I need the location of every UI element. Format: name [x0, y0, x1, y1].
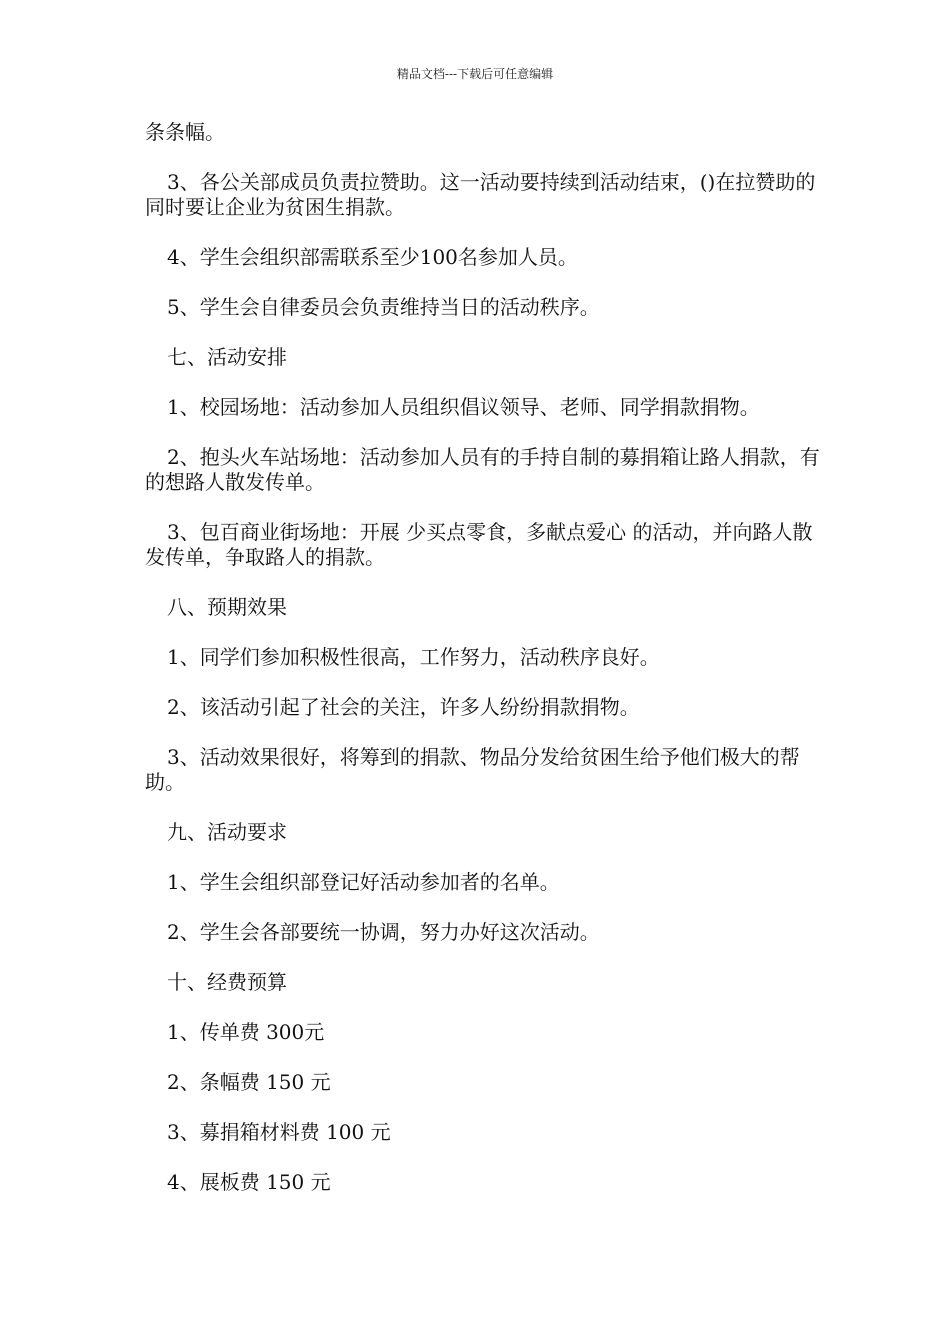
paragraph-spacer [145, 570, 820, 595]
paragraph: 七、活动安排 [167, 345, 287, 369]
paragraph: 3、各公关部成员负责拉赞助。这一活动要持续到活动结束，()在拉赞助的同时要让企业为贫困生捐款。 [145, 170, 816, 219]
paragraph-spacer [145, 1045, 820, 1070]
paragraph-spacer [145, 620, 820, 645]
paragraph: 2、学生会各部要统一协调，努力办好这次活动。 [167, 920, 600, 944]
paragraph: 3、募捐箱材料费 100 元 [167, 1120, 391, 1144]
paragraph: 4、学生会组织部需联系至少100名参加人员。 [167, 245, 578, 269]
paragraph-spacer [145, 945, 820, 970]
paragraph: 十、经费预算 [167, 970, 287, 994]
paragraph-spacer [145, 145, 820, 170]
paragraph-spacer [145, 895, 820, 920]
page-header: 精品文档---下载后可任意编辑 [396, 67, 554, 81]
paragraph: 3、包百商业街场地：开展 少买点零食，多献点爱心 的活动，并向路人散发传单，争取路人的捐款。 [145, 520, 813, 569]
paragraph: 5、学生会自律委员会负责维持当日的活动秩序。 [167, 295, 600, 319]
paragraph-spacer [145, 995, 820, 1020]
paragraph: 九、活动要求 [167, 820, 287, 844]
paragraph-spacer [145, 370, 820, 395]
paragraph-spacer [145, 495, 820, 520]
paragraph-spacer [145, 845, 820, 870]
paragraph: 八、预期效果 [167, 595, 287, 619]
paragraph-spacer [145, 720, 820, 745]
paragraph: 1、学生会组织部登记好活动参加者的名单。 [167, 870, 560, 894]
paragraph: 2、抱头火车站场地：活动参加人员有的手持自制的募捐箱让路人捐款，有的想路人散发传单。 [145, 445, 820, 494]
paragraph-spacer [145, 1145, 820, 1170]
paragraph-spacer [145, 420, 820, 445]
paragraph-spacer [145, 795, 820, 820]
paragraph: 1、校园场地：活动参加人员组织倡议领导、老师、同学捐款捐物。 [167, 395, 760, 419]
paragraph: 1、传单费 300元 [167, 1020, 325, 1044]
paragraph-spacer [145, 1095, 820, 1120]
paragraph: 2、条幅费 150 元 [167, 1070, 331, 1094]
paragraph-spacer [145, 670, 820, 695]
paragraph-spacer [145, 270, 820, 295]
paragraph: 2、该活动引起了社会的关注，许多人纷纷捐款捐物。 [167, 695, 640, 719]
paragraph-spacer [145, 320, 820, 345]
paragraph: 条条幅。 [145, 120, 225, 144]
paragraph-spacer [145, 220, 820, 245]
paragraph: 4、展板费 150 元 [167, 1170, 331, 1194]
document-body [145, 120, 820, 1195]
paragraph: 1、同学们参加积极性很高，工作努力，活动秩序良好。 [167, 645, 660, 669]
paragraph: 3、活动效果很好，将筹到的捐款、物品分发给贫困生给予他们极大的帮助。 [145, 745, 800, 794]
